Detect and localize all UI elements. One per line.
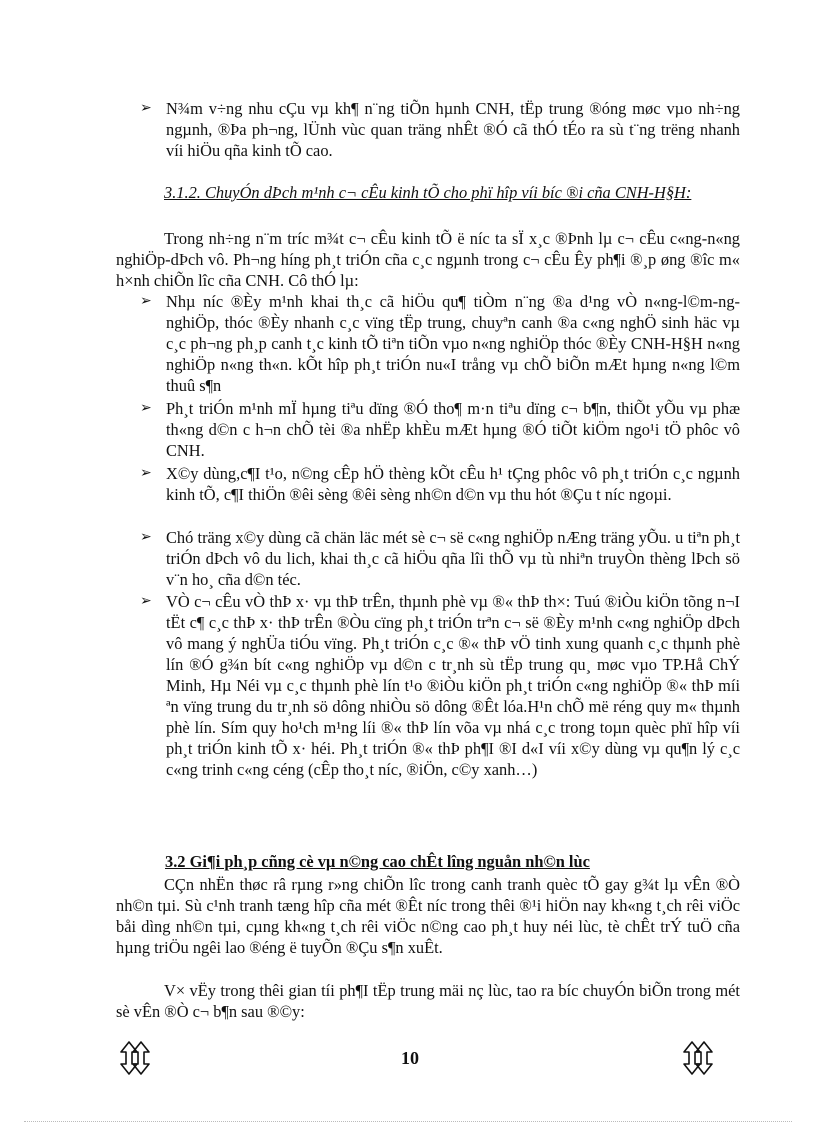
page-bottom-divider (24, 1121, 792, 1122)
bullet-item-agriculture (140, 291, 740, 396)
paragraph-next-steps: V× vËy trong thêi gian tíi ph¶I tËp trung mäi nç lùc, tao ra bíc chuyÓn biÕn trong mét sè vÊn ®Ò c¬ b¶n sau ®©y: (116, 981, 740, 1021)
paragraph-human-resources: CÇn nhËn thøc râ rµng r»ng chiÕn lîc trong canh tranh quèc tÕ gay g¾t lµ vÊn ®Ò nh©n tµi. Sù c¹nh tranh tæng hîp cña mét ®Êt níc trong thêi ®¹i hiÖn nay kh«ng t¸ch rêi viÖc båi dìng nh©n tµi, cµng kh«ng t¸ch rêi viÖc n©ng cao ph¸t huy néi lùc, tè chÊt trÝ tuÖ cña hµng triÖu ngêi lao ®éng ë tuyÕn ®Çu s¶n xuÊt. (116, 875, 740, 957)
bullet-item-industry (140, 527, 740, 590)
section-heading: 3.2 Gi¶i ph¸p cñng cè vµ n©ng cao chÊt lîng nguån nh©n lùc (165, 852, 590, 871)
bullet-text: N¾m v÷ng nhu cÇu vµ kh¶ n¨ng tiÕn hµnh CNH, tËp trung ®óng møc vµo nh÷ng ngµnh, ®Þa ph¬ng, lÜnh vùc quan träng nhÊt ®Ó cã thÓ tÉo ra sù t¨ng trëng nhanh víi hiÖu qña kinh tÕ cao. (166, 99, 740, 160)
bullet-text: Chó träng x©y dùng cã chän läc mét sè c¬ së c«ng nghiÖp nÆng träng yÕu. u tiªn ph¸t triÓn dÞch vô du lich, khai th¸c cã hiÖu qña lîi thÕ vµ tù nhiªn truyÒn thèng lÞch sö v¨n ho¸ cña d©n téc. (166, 528, 740, 589)
bullet-marker-icon: ➢ (140, 530, 152, 545)
bullet-marker-icon: ➢ (140, 401, 152, 416)
intro-paragraph: Trong nh÷ng n¨m tríc m¾t c¬ cÊu kinh tÕ ë níc ta sÏ x¸c ®Þnh lµ c¬ cÊu c«ng-n«ng nghiÖp-dÞch vô. Ph¬ng híng ph¸t triÓn cña c¸c ngµnh trong c¬ cÊu Êy ph¶i ®¸p øng ®îc m« h×nh chiÕn lîc cña CNH. Cô thÓ lµ: (116, 229, 740, 290)
bullet-marker-icon: ➢ (140, 466, 152, 481)
bullet-marker-icon: ➢ (140, 294, 152, 309)
bullet-marker-icon: ➢ (140, 594, 152, 609)
bullet-item-consumer-goods (140, 398, 740, 461)
bullet-text: VÒ c¬ cÊu vÒ thÞ x· vµ thÞ trÊn, thµnh phè vµ ®« thÞ th×: Tuú ®iÒu kiÖn tõng n¬I tËt c¶ c¸c thÞ x· thÞ trÊn ®Òu cïng ph¸t triÓn trªn c¬ së ®Èy m¹nh c«ng nghiÖp dÞch vô mang ý nghÜa tiÓu vïng. Ph¸t triÓn c¸c ®« thÞ vÖ tinh xung quanh c¸c thµnh phè lín ®Ó g¾n bít c«ng nghiÖp vµ d©n c tr¸nh sù tËp trung qu¸ møc vµo TP.Hå ChÝ Minh, Hµ Néi vµ c¸c thµnh phè lín t¹o ®iÒu kiÖn ph¸t triÓn c«ng nghiÖp ®« thÞ míi ªn vïng trung du tr¸nh sö dông nhiÒu sö dông ®Êt lóa.H¹n chÕ më réng quy m« thµnh phè lín. Sím quy ho¹ch m¹ng líi ®« thÞ lín võa vµ nhá c¸c trong toµn quèc phï hîp víi ph¸t triÓn kinh tÕ x· héi. Ph¸t triÓn ®« thÞ ph¶I ®I d«I víi x©y dùng vµ qu¶n lý c¸c c«ng trinh c«ng céng (cÊp tho¸t níc, ®iÖn, c©y xanh…) (166, 592, 740, 779)
bullet-text: X©y dùng,c¶I t¹o, n©ng cÊp hÖ thèng kÕt cÊu h¹ tÇng phôc vô ph¸t triÓn c¸c ngµnh kinh tÕ, c¶I thiÖn ®êi sèng ®êi sèng nh©n d©n vµ thu hót ®Çu t níc ngoµi. (166, 464, 740, 504)
bullet-marker-icon: ➢ (140, 101, 152, 116)
bullet-item-needs (140, 98, 740, 161)
double-arrow-icon (120, 1040, 150, 1076)
bullet-item-urban (140, 591, 740, 780)
bullet-text: Nhµ níc ®Èy m¹nh khai th¸c cã hiÖu qu¶ tiÒm n¨ng ®a d¹ng vÒ n«ng-l©m-ng nghiÖp, thóc ®Èy nhanh c¸c vïng tËp trung, chuyªn canh ®a c«ng nghÖ sinh häc vµ c¸c ph¬ng ph¸p canh t¸c kinh tÕ tiªn tiÕn vµo n«ng nghiÖp thóc ®Èy CNH-H§H n«ng nghiÖp n«ng th«n. kÕt hîp ph¸t triÓn nu«I trång vµ chÕ biÕn mÆt hµng n«ng l©m thuû s¶n (166, 292, 740, 395)
bullet-text: Ph¸t triÓn m¹nh mÏ hµng tiªu dïng ®Ó tho¶ m·n tiªu dïng c¬ b¶n, thiÕt yÕu vµ phæ th«ng d©n c h¬n chÕ tèi ®a nhËp khÈu mÆt hµng ®Ó tiÕt kiÖm ngo¹i tÖ phôc vô CNH. (166, 399, 740, 460)
page-number: 10 (401, 1048, 419, 1068)
double-arrow-icon (683, 1040, 713, 1076)
section-subheading: 3.1.2. ChuyÓn dÞch m¹nh c¬ cÊu kinh tÕ cho phï hîp víi bíc ®i cña CNH-H§H: (164, 183, 692, 202)
bullet-item-infrastructure (140, 463, 740, 505)
